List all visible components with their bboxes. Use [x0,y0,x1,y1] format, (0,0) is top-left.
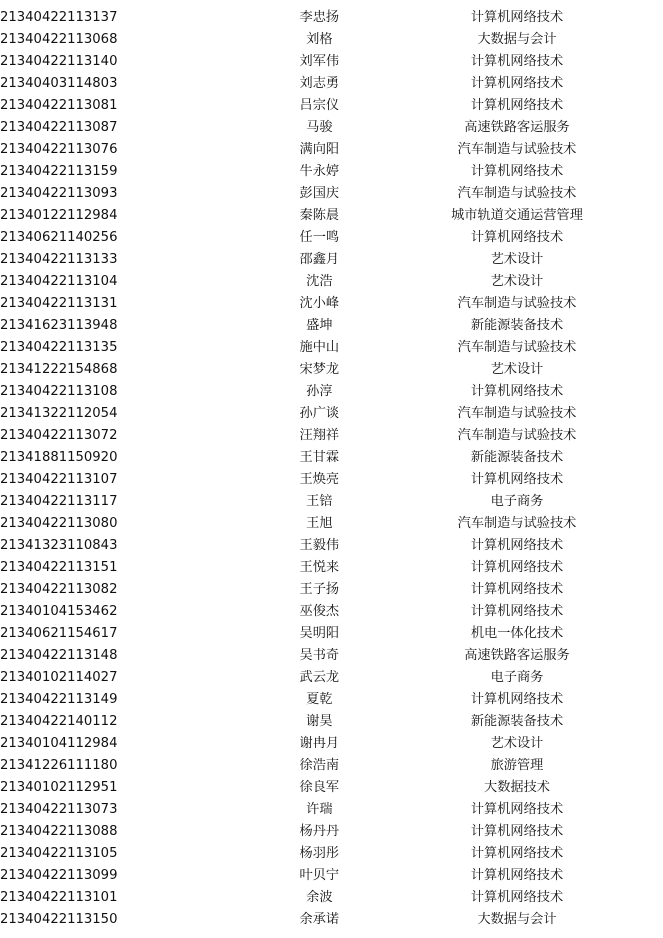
spacer-cell [639,161,663,183]
roster-body [0,7,663,931]
major-cell: 艺术设计 [490,274,544,289]
student-roster-table [0,7,663,931]
student-id-cell: 21340422113117 [0,494,118,509]
major-cell: 计算机网络技术 [470,538,564,553]
student-name-cell: 许瑞 [306,802,333,817]
student-id-cell: 21340422113137 [0,10,118,25]
student-name-cell: 孙淳 [306,384,333,399]
student-id-cell: 21340422113072 [0,428,118,443]
major-cell: 汽车制造与试验技术 [457,428,577,443]
student-name-cell: 徐浩南 [299,758,340,773]
spacer-cell [639,865,663,887]
table-row [0,205,663,227]
table-row [0,667,663,689]
table-row [0,183,663,205]
major-cell: 汽车制造与试验技术 [457,142,577,157]
major-cell: 计算机网络技术 [470,890,564,905]
table-row [0,139,663,161]
spacer-cell [639,909,663,931]
student-name-cell: 彭国庆 [299,186,340,201]
student-id-cell: 21340422113135 [0,340,118,355]
spacer-cell [639,381,663,403]
spacer-cell [639,249,663,271]
student-name-cell: 杨丹丹 [299,824,340,839]
spacer-cell [639,117,663,139]
student-name-cell: 叶贝宁 [299,868,340,883]
student-name-cell: 武云龙 [299,670,340,685]
student-name-cell: 牛永婷 [299,164,340,179]
table-row [0,909,663,931]
student-name-cell: 吴书奇 [299,648,340,663]
table-row [0,249,663,271]
student-name-cell: 李忠扬 [299,10,340,25]
table-row [0,7,663,29]
major-cell: 大数据技术 [484,780,550,795]
student-id-cell: 21340104112984 [0,736,118,751]
table-row [0,227,663,249]
spacer-cell [639,425,663,447]
major-cell: 机电一体化技术 [470,626,564,641]
major-cell: 计算机网络技术 [470,10,564,25]
major-cell: 高速铁路客运服务 [464,648,570,663]
major-cell: 新能源装备技术 [470,714,564,729]
major-cell: 计算机网络技术 [470,76,564,91]
spacer-cell [639,667,663,689]
major-cell: 电子商务 [490,670,544,685]
major-cell: 城市轨道交通运营管理 [451,208,583,223]
student-id-cell: 21340621140256 [0,230,118,245]
student-id-cell: 21340422113099 [0,868,118,883]
student-id-cell: 21340422113087 [0,120,118,135]
major-cell: 新能源装备技术 [470,450,564,465]
student-id-cell: 21340122112984 [0,208,118,223]
table-row [0,359,663,381]
spacer-cell [639,601,663,623]
student-id-cell: 21340621154617 [0,626,118,641]
spacer-cell [639,843,663,865]
table-row [0,843,663,865]
major-cell: 汽车制造与试验技术 [457,406,577,421]
table-row [0,95,663,117]
student-name-cell: 汪翔祥 [299,428,340,443]
student-name-cell: 刘格 [306,32,333,47]
student-name-cell: 余承诺 [299,912,340,927]
student-id-cell: 21341322112054 [0,406,118,421]
student-id-cell: 21340104153462 [0,604,118,619]
table-row [0,117,663,139]
table-row [0,469,663,491]
spacer-cell [639,73,663,95]
table-row [0,689,663,711]
table-row [0,161,663,183]
student-name-cell: 夏乾 [306,692,333,707]
table-row [0,51,663,73]
table-row [0,645,663,667]
table-row [0,73,663,95]
student-name-cell: 王甘霖 [299,450,340,465]
student-name-cell: 宋梦龙 [299,362,340,377]
student-name-cell: 邵鑫月 [299,252,340,267]
student-id-cell: 21341323110843 [0,538,118,553]
major-cell: 汽车制造与试验技术 [457,186,577,201]
spacer-cell [639,799,663,821]
major-cell: 计算机网络技术 [470,802,564,817]
student-id-cell: 21340422113133 [0,252,118,267]
table-row [0,535,663,557]
student-name-cell: 王悦来 [299,560,340,575]
major-cell: 计算机网络技术 [470,604,564,619]
spacer-cell [639,95,663,117]
spacer-cell [639,733,663,755]
student-id-cell: 21340422113149 [0,692,118,707]
spacer-cell [639,557,663,579]
student-id-cell: 21340422140112 [0,714,118,729]
student-name-cell: 余波 [306,890,333,905]
spacer-cell [639,821,663,843]
major-cell: 计算机网络技术 [470,164,564,179]
table-row [0,447,663,469]
student-id-cell: 21340422113107 [0,472,118,487]
student-id-cell: 21340422113140 [0,54,118,69]
major-cell: 艺术设计 [490,252,544,267]
major-cell: 计算机网络技术 [470,692,564,707]
student-name-cell: 王锫 [306,494,333,509]
major-cell: 艺术设计 [490,362,544,377]
spacer-cell [639,403,663,425]
student-id-cell: 21340422113108 [0,384,118,399]
table-row [0,821,663,843]
student-name-cell: 满向阳 [299,142,340,157]
student-id-cell: 21340422113081 [0,98,118,113]
spacer-cell [639,689,663,711]
spacer-cell [639,315,663,337]
table-row [0,777,663,799]
spacer-cell [639,711,663,733]
major-cell: 新能源装备技术 [470,318,564,333]
spacer-cell [639,227,663,249]
table-row [0,579,663,601]
student-id-cell: 21340102112951 [0,780,118,795]
spacer-cell [639,579,663,601]
spacer-cell [639,205,663,227]
student-id-cell: 21341222154868 [0,362,118,377]
spacer-cell [639,51,663,73]
spacer-cell [639,491,663,513]
student-name-cell: 秦陈晨 [299,208,340,223]
major-cell: 计算机网络技术 [470,472,564,487]
student-name-cell: 沈浩 [306,274,333,289]
major-cell: 计算机网络技术 [470,582,564,597]
student-id-cell: 21340102114027 [0,670,118,685]
table-row [0,293,663,315]
table-row [0,887,663,909]
table-row [0,623,663,645]
student-name-cell: 王子扬 [299,582,340,597]
major-cell: 汽车制造与试验技术 [457,340,577,355]
spacer-cell [639,293,663,315]
student-name-cell: 王毅伟 [299,538,340,553]
table-row [0,557,663,579]
student-id-cell: 21340422113080 [0,516,118,531]
spacer-cell [639,777,663,799]
student-name-cell: 杨羽彤 [299,846,340,861]
student-name-cell: 施中山 [299,340,340,355]
student-name-cell: 吕宗仪 [299,98,340,113]
student-id-cell: 21341623113948 [0,318,118,333]
table-row [0,337,663,359]
table-row [0,425,663,447]
major-cell: 计算机网络技术 [470,824,564,839]
student-id-cell: 21340422113088 [0,824,118,839]
student-name-cell: 刘军伟 [299,54,340,69]
student-id-cell: 21340422113082 [0,582,118,597]
student-id-cell: 21340422113073 [0,802,118,817]
student-id-cell: 21340422113093 [0,186,118,201]
student-name-cell: 盛坤 [306,318,333,333]
student-id-cell: 21340422113131 [0,296,118,311]
student-id-cell: 21341881150920 [0,450,118,465]
student-name-cell: 巫俊杰 [299,604,340,619]
major-cell: 汽车制造与试验技术 [457,296,577,311]
major-cell: 计算机网络技术 [470,846,564,861]
major-cell: 计算机网络技术 [470,230,564,245]
student-name-cell: 沈小峰 [299,296,340,311]
student-name-cell: 孙广谈 [299,406,340,421]
table-row [0,271,663,293]
table-row [0,29,663,51]
student-name-cell: 王焕亮 [299,472,340,487]
student-name-cell: 马骏 [306,120,333,135]
spacer-cell [639,359,663,381]
student-name-cell: 任一鸣 [299,230,340,245]
student-id-cell: 21340422113159 [0,164,118,179]
table-row [0,601,663,623]
table-row [0,865,663,887]
student-name-cell: 谢冉月 [299,736,340,751]
student-name-cell: 刘志勇 [299,76,340,91]
major-cell: 电子商务 [490,494,544,509]
student-id-cell: 21340422113105 [0,846,118,861]
student-id-cell: 21341226111180 [0,758,118,773]
spacer-cell [639,29,663,51]
table-row [0,733,663,755]
major-cell: 大数据与会计 [477,912,557,927]
table-row [0,799,663,821]
spacer-cell [639,469,663,491]
spacer-cell [639,623,663,645]
student-id-cell: 21340422113068 [0,32,118,47]
major-cell: 汽车制造与试验技术 [457,516,577,531]
major-cell: 计算机网络技术 [470,98,564,113]
table-row [0,711,663,733]
student-name-cell: 王旭 [306,516,333,531]
student-id-cell: 21340422113104 [0,274,118,289]
student-name-cell: 徐良军 [299,780,340,795]
spacer-cell [639,447,663,469]
major-cell: 高速铁路客运服务 [464,120,570,135]
spacer-cell [639,887,663,909]
student-id-cell: 21340403114803 [0,76,118,91]
student-name-cell: 谢昊 [306,714,333,729]
major-cell: 艺术设计 [490,736,544,751]
student-id-cell: 21340422113148 [0,648,118,663]
spacer-cell [639,337,663,359]
major-cell: 旅游管理 [490,758,544,773]
spacer-cell [639,513,663,535]
student-id-cell: 21340422113151 [0,560,118,575]
major-cell: 计算机网络技术 [470,54,564,69]
spacer-cell [639,271,663,293]
table-row [0,315,663,337]
spacer-cell [639,645,663,667]
major-cell: 计算机网络技术 [470,560,564,575]
major-cell: 计算机网络技术 [470,384,564,399]
spacer-cell [639,755,663,777]
spacer-cell [639,183,663,205]
spacer-cell [639,139,663,161]
major-cell: 计算机网络技术 [470,868,564,883]
student-id-cell: 21340422113150 [0,912,118,927]
student-name-cell: 吴明阳 [299,626,340,641]
table-row [0,491,663,513]
table-row [0,381,663,403]
student-id-cell: 21340422113076 [0,142,118,157]
table-row [0,755,663,777]
spacer-cell [639,7,663,29]
major-cell: 大数据与会计 [477,32,557,47]
table-row [0,513,663,535]
spacer-cell [639,535,663,557]
table-row [0,403,663,425]
student-id-cell: 21340422113101 [0,890,118,905]
